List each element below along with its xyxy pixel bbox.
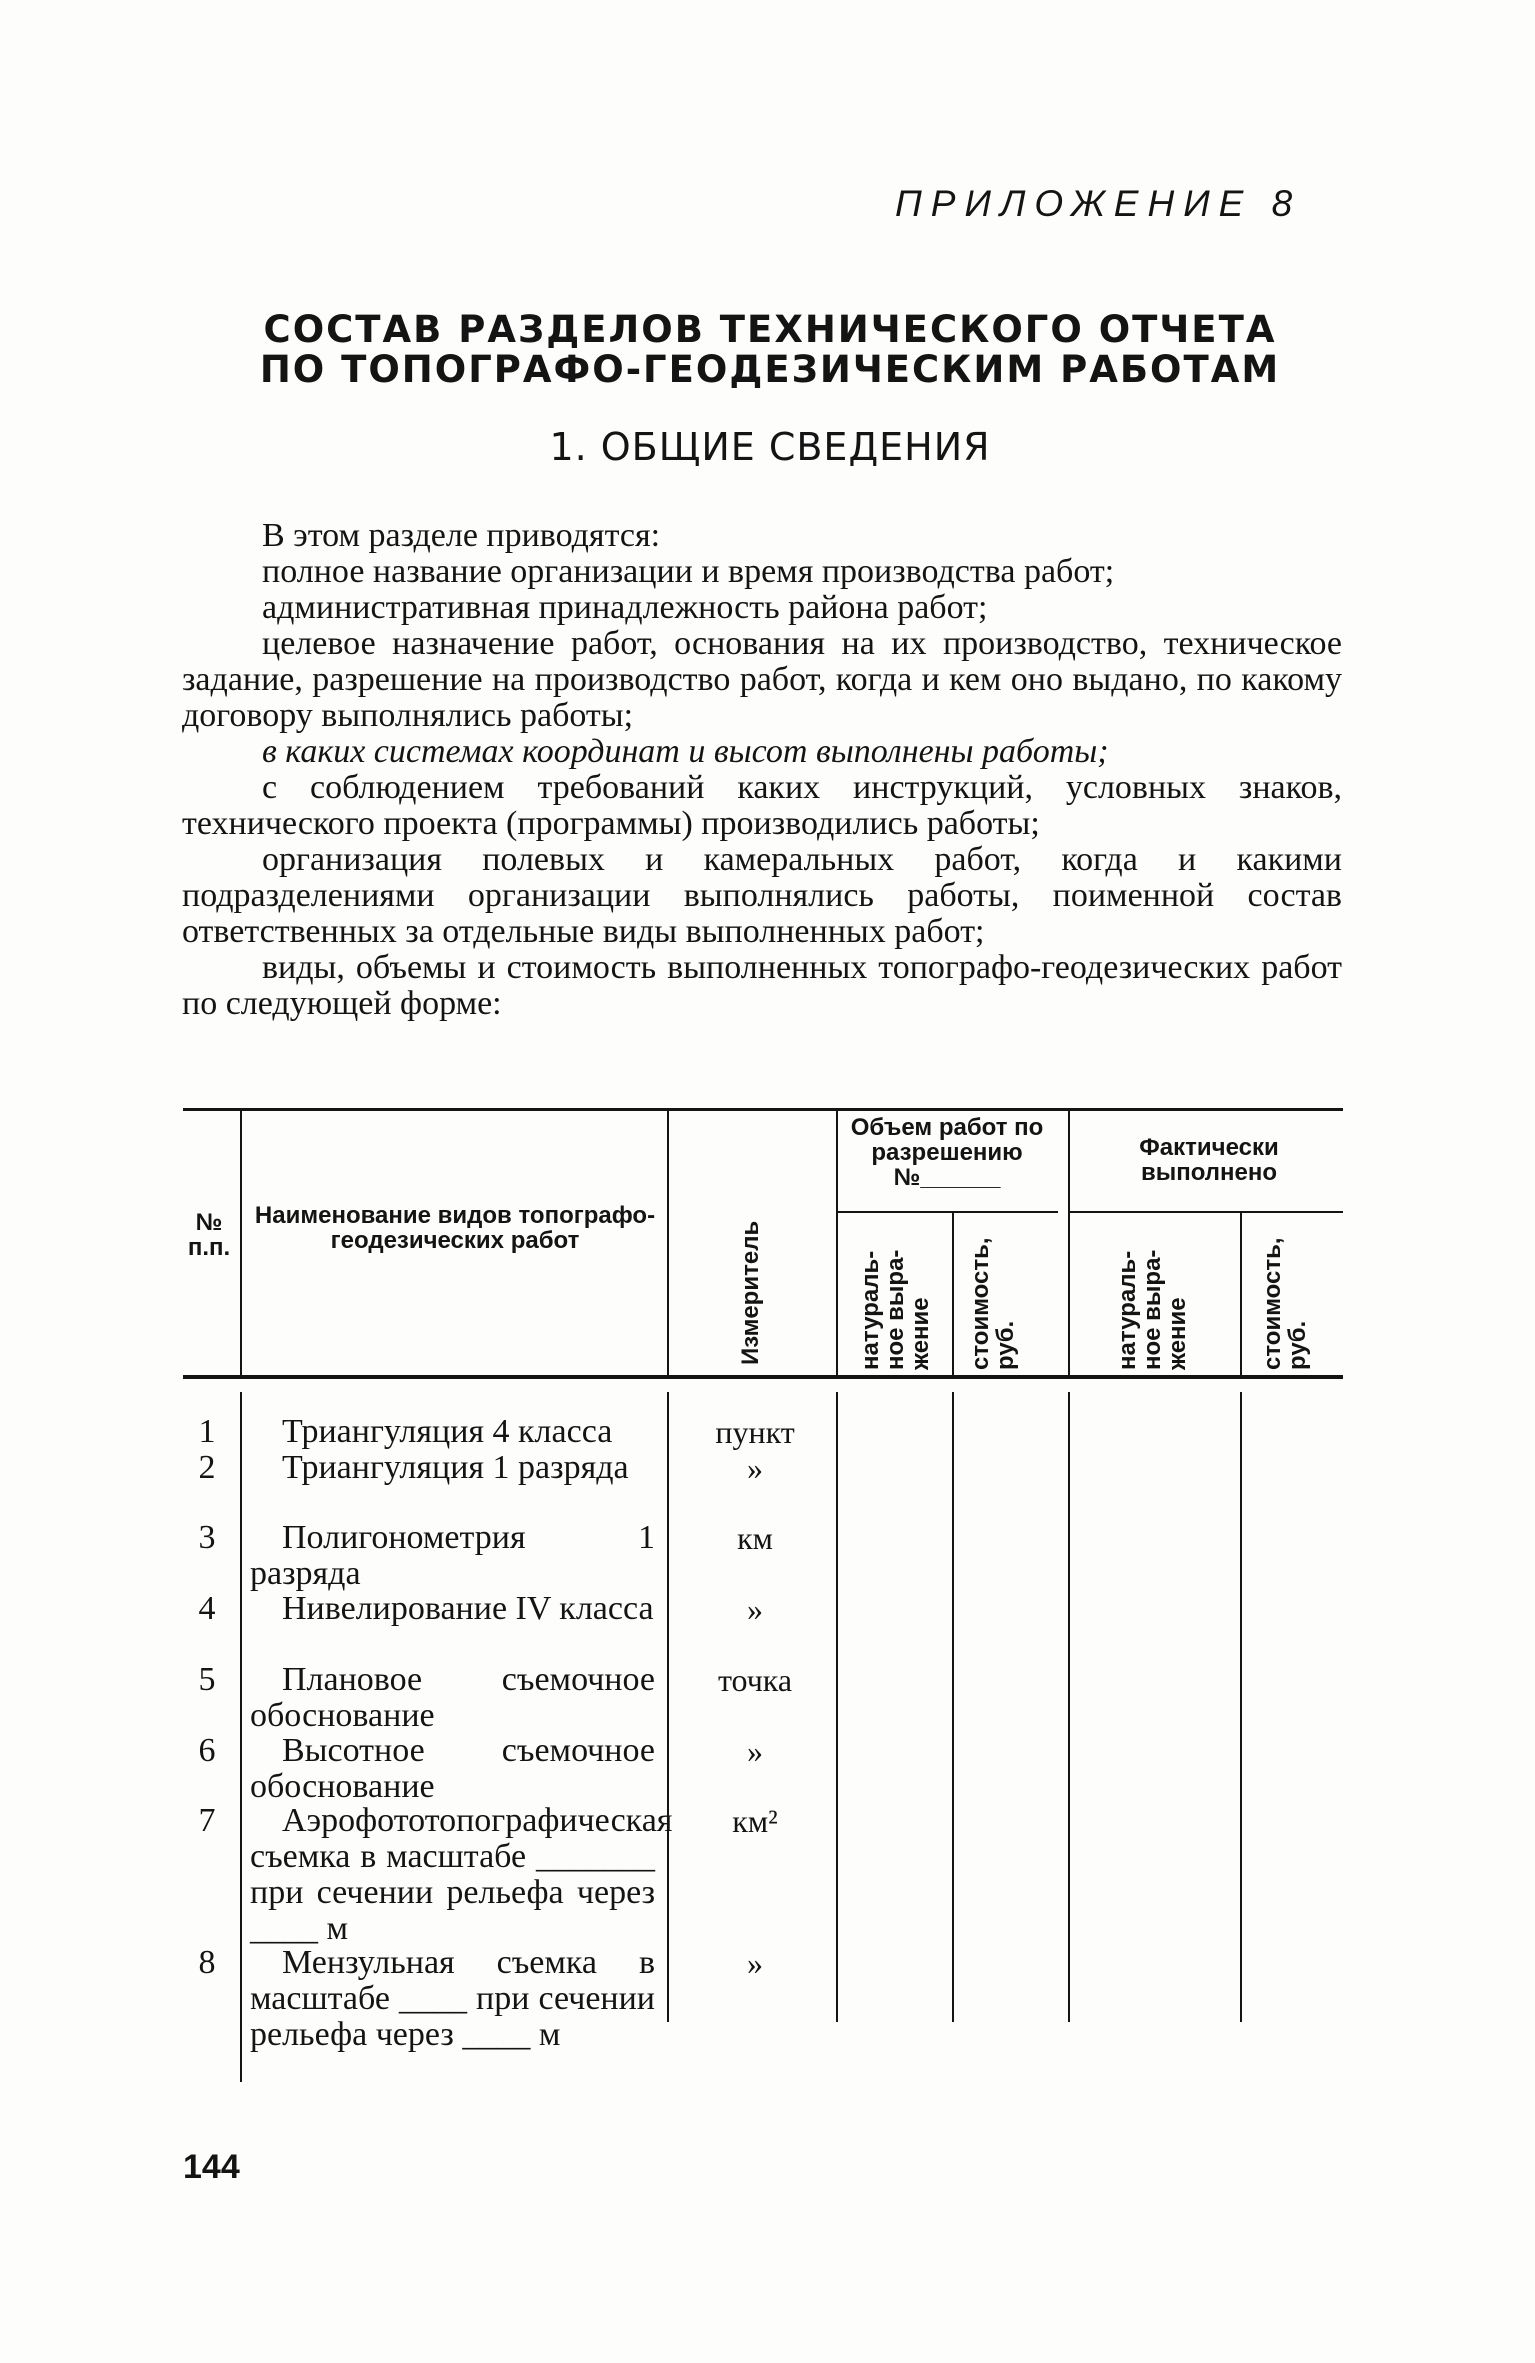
actual-group-rule (1070, 1211, 1343, 1213)
col-header-name: Наименование видов топографо-геодезических работ (254, 1202, 656, 1254)
document-title-line-1: СОСТАВ РАЗДЕЛОВ ТЕХНИЧЕСКОГО ОТЧЕТА (263, 308, 1277, 351)
row-6-unit: » (747, 1733, 763, 1769)
col-header-unit: Измеритель (737, 1220, 764, 1365)
header-divider (1240, 1213, 1242, 1375)
row-7-number: 7 (198, 1802, 216, 1839)
intro-text (182, 518, 1342, 1022)
row-5-unit: точка (717, 1662, 793, 1698)
col-header-permit-group: Объем работ по разрешению №______ (850, 1114, 1044, 1191)
row-4-name: Нивелирование IV класса (282, 1590, 654, 1627)
body-divider (952, 1392, 954, 2022)
row-1-unit: пункт (715, 1414, 795, 1450)
table-top-rule (183, 1108, 1343, 1111)
row-1-number: 1 (198, 1413, 216, 1450)
intro-item-3: целевое назначение работ, основания на их производство, техническое задание, разрешение на производство работ, когда и кем оно выдано, по какому договору выполнялись работы; (182, 625, 1342, 734)
body-divider (667, 1392, 669, 2022)
row-1-name: Триангуляция 4 класса (282, 1413, 613, 1450)
row-8-number: 8 (198, 1944, 216, 1981)
row-5-name: Плановое съемочное обоснование (250, 1661, 655, 1734)
intro-item-7: виды, объемы и стоимость выполненных топографо-геодезических работ по следующей форме: (182, 949, 1342, 1022)
intro-item-1: полное название организации и время производства работ; (262, 553, 1115, 590)
col-header-permit-natural: натураль- ное выра- жение (857, 1249, 934, 1370)
row-7-unit: км² (732, 1803, 778, 1839)
document-title-line-2: ПО ТОПОГРАФО-ГЕОДЕЗИЧЕСКИМ РАБОТАМ (259, 348, 1281, 391)
header-divider (1068, 1110, 1070, 1375)
row-4-unit: » (747, 1591, 763, 1627)
header-divider (952, 1213, 954, 1375)
row-8-unit: » (747, 1945, 763, 1981)
header-bottom-rule (183, 1375, 1343, 1379)
body-divider (240, 1392, 242, 2082)
row-8-name: Мензульная съемка в масштабе ____ при сечении рельефа через ____ м (250, 1944, 655, 2053)
row-6-number: 6 (198, 1732, 216, 1769)
row-2-unit: » (747, 1450, 763, 1486)
page-number: 144 (183, 2148, 240, 2186)
col-header-actual-group: Фактически выполнено (1139, 1134, 1279, 1186)
row-5-number: 5 (198, 1661, 216, 1698)
intro-lead: В этом разделе приводятся: (262, 517, 661, 554)
col-header-number: № п.п. (187, 1209, 231, 1261)
permit-group-rule (836, 1211, 1058, 1213)
row-2-number: 2 (198, 1449, 216, 1486)
intro-item-2: административная принадлежность района работ; (262, 589, 988, 626)
header-divider (836, 1110, 838, 1375)
row-4-number: 4 (198, 1590, 216, 1627)
col-header-actual-natural: натураль- ное выра- жение (1114, 1249, 1191, 1370)
col-header-permit-cost: стоимость, руб. (967, 1237, 1019, 1370)
appendix-label: ПРИЛОЖЕНИЕ 8 (895, 183, 1302, 224)
intro-item-4: в каких системах координат и высот выполнены работы; (262, 733, 1109, 770)
row-3-number: 3 (198, 1519, 216, 1556)
intro-item-5: с соблюдением требований каких инструкций, условных знаков, технического проекта (программы) производились работы; (182, 769, 1342, 842)
body-divider (836, 1392, 838, 2022)
header-divider (667, 1110, 669, 1375)
body-divider (1068, 1392, 1070, 2022)
row-7-name: Аэрофототопографическая съемка в масштабе _______ при сечении рельефа через ____ м (250, 1802, 673, 1947)
row-3-name: Полигонометрия 1 разряда (250, 1519, 655, 1592)
body-divider (1240, 1392, 1242, 2022)
intro-item-6: организация полевых и камеральных работ, когда и какими подразделениями организации выполнялись работы, поименной состав ответственных за отдельные виды выполненных работ; (182, 841, 1342, 950)
row-3-unit: км (737, 1520, 773, 1556)
row-2-name: Триангуляция 1 разряда (282, 1449, 629, 1486)
section-heading: 1. ОБЩИЕ СВЕДЕНИЯ (549, 425, 991, 469)
col-header-actual-cost: стоимость, руб. (1259, 1237, 1311, 1370)
header-divider (240, 1110, 242, 1375)
row-6-name: Высотное съемочное обоснование (250, 1732, 655, 1805)
